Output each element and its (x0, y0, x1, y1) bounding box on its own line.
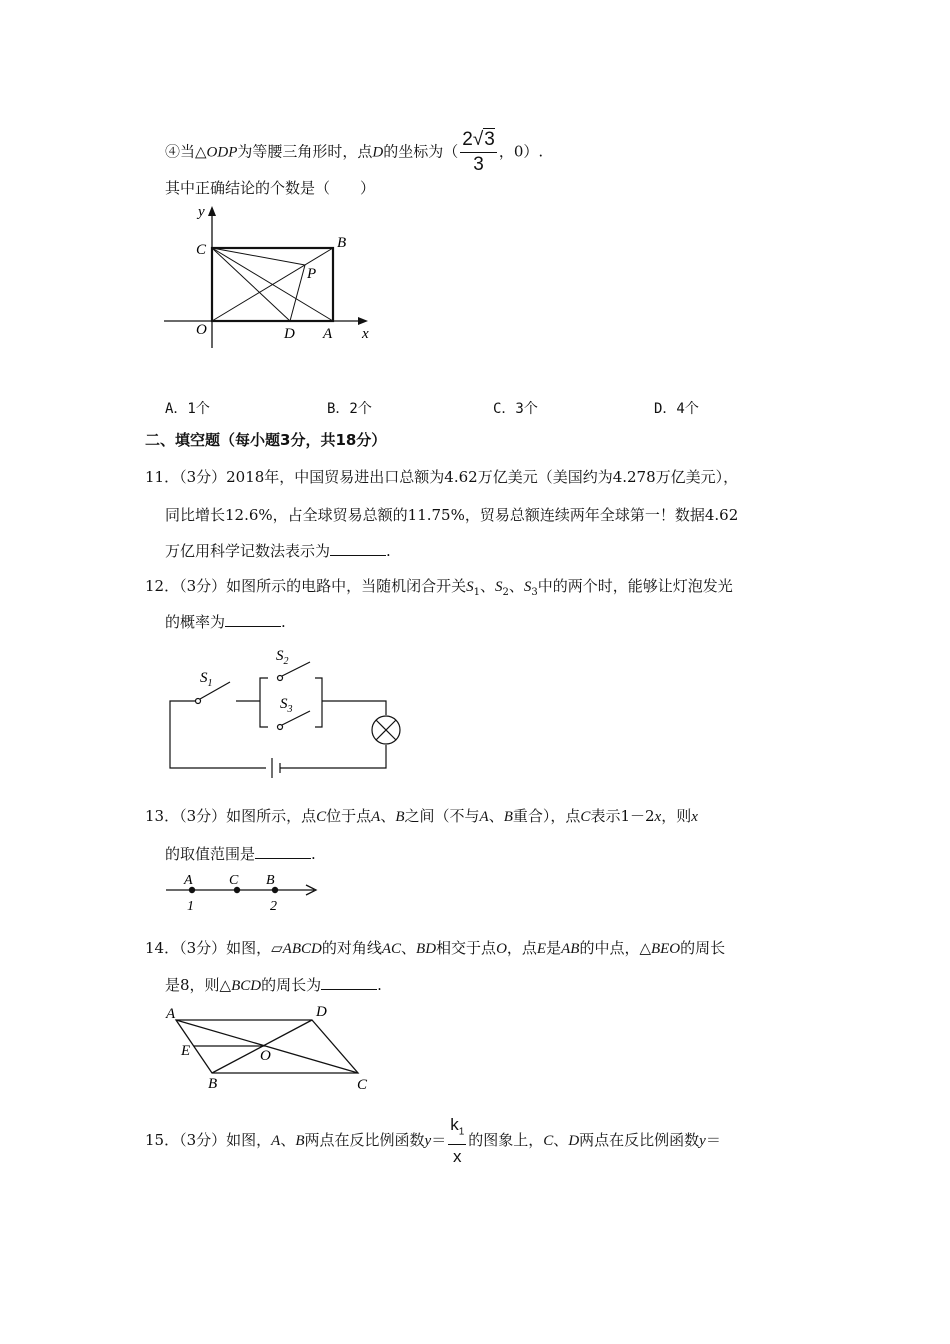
point-label-c: C (357, 1077, 368, 1093)
q10-question: 其中正确结论的个数是（ ） (165, 179, 376, 197)
q12-line2: 的概率为 . (165, 613, 286, 631)
option-b: B．2个 (327, 401, 372, 417)
q14-line1: 14．（3分）如图，▱ABCD的对角线AC、BD相交于点O，点E是AB的中点，△BEO的周长 (145, 939, 726, 957)
q14-parallelogram-figure (160, 1000, 380, 1095)
point-label-o: O (260, 1048, 271, 1064)
option-a: A．1个 (165, 401, 210, 417)
switch-label-s2: $S_2$ (276, 648, 289, 667)
point-label-b: B (266, 873, 275, 888)
point-label-p: P (307, 266, 317, 282)
switch-label-s3: $S_3$ (280, 696, 293, 715)
point-label-d: D (284, 326, 295, 342)
point-label-c: C (229, 873, 239, 888)
point-label-a: A (184, 873, 193, 888)
q10-item4: ④当△ODP为等腰三角形时，点D的坐标为（ $\frac{2√3}{3}$ ，0）. (165, 129, 544, 175)
tick-label-2: 2 (270, 899, 277, 914)
point-label-a: A (323, 326, 333, 342)
answer-blank (330, 541, 386, 556)
axis-label-x: x (362, 326, 369, 342)
q10-rectangle-figure (160, 200, 380, 350)
axis-label-y: y (198, 204, 205, 220)
q15-line1: 15．（3分）如图，A、B两点在反比例函数y＝ $\frac{k_1}{x}$ 的图象上，C、D两点在反比例函数y＝ (145, 1113, 721, 1169)
option-c: C．3个 (493, 401, 538, 417)
answer-blank (225, 612, 281, 627)
tick-label-1: 1 (187, 899, 194, 914)
option-d: D．4个 (654, 401, 699, 417)
point-label-e: E (181, 1043, 191, 1059)
q11-line1: 11．（3分）2018年，中国贸易进出口总额为4.62万亿美元（美国约为4.278万亿美元）， (145, 468, 739, 486)
switch-label-s1: $S_1$ (200, 670, 213, 689)
q11-line2: 同比增长12.6%，占全球贸易总额的11.75%，贸易总额连续两年全球第一！数据4.62 (165, 506, 739, 524)
q13-number-line (160, 870, 330, 918)
point-label-a: A (166, 1006, 176, 1022)
point-label-o: O (196, 322, 207, 338)
q14-line2: 是8，则△BCD的周长为 . (165, 976, 382, 994)
section-title: 二、填空题（每小题3分，共18分） (145, 431, 387, 449)
answer-blank (255, 844, 311, 859)
q13-line2: 的取值范围是 . (165, 845, 316, 863)
q11-line3: 万亿用科学记数法表示为 . (165, 542, 391, 560)
fraction-k1-over-x: $\frac{k_1}{x}$ (450, 1115, 465, 1167)
q12-circuit-figure (160, 640, 410, 780)
point-label-b: B (337, 235, 347, 251)
q12-line1: 12．（3分）如图所示的电路中，当随机闭合开关$S_1$、$S_2$、$S_3$中的两个时，能够让灯泡发光 (145, 577, 733, 598)
point-label-d: D (316, 1004, 327, 1020)
point-label-b: B (208, 1076, 218, 1092)
answer-blank (321, 975, 377, 990)
q13-line1: 13．（3分）如图所示，点C位于点A、B之间（不与A、B重合），点C表示1－2x，则x (145, 807, 698, 825)
point-label-c: C (196, 242, 207, 258)
fraction-2sqrt3-over-3: $\frac{2√3}{3}$ (462, 129, 495, 175)
